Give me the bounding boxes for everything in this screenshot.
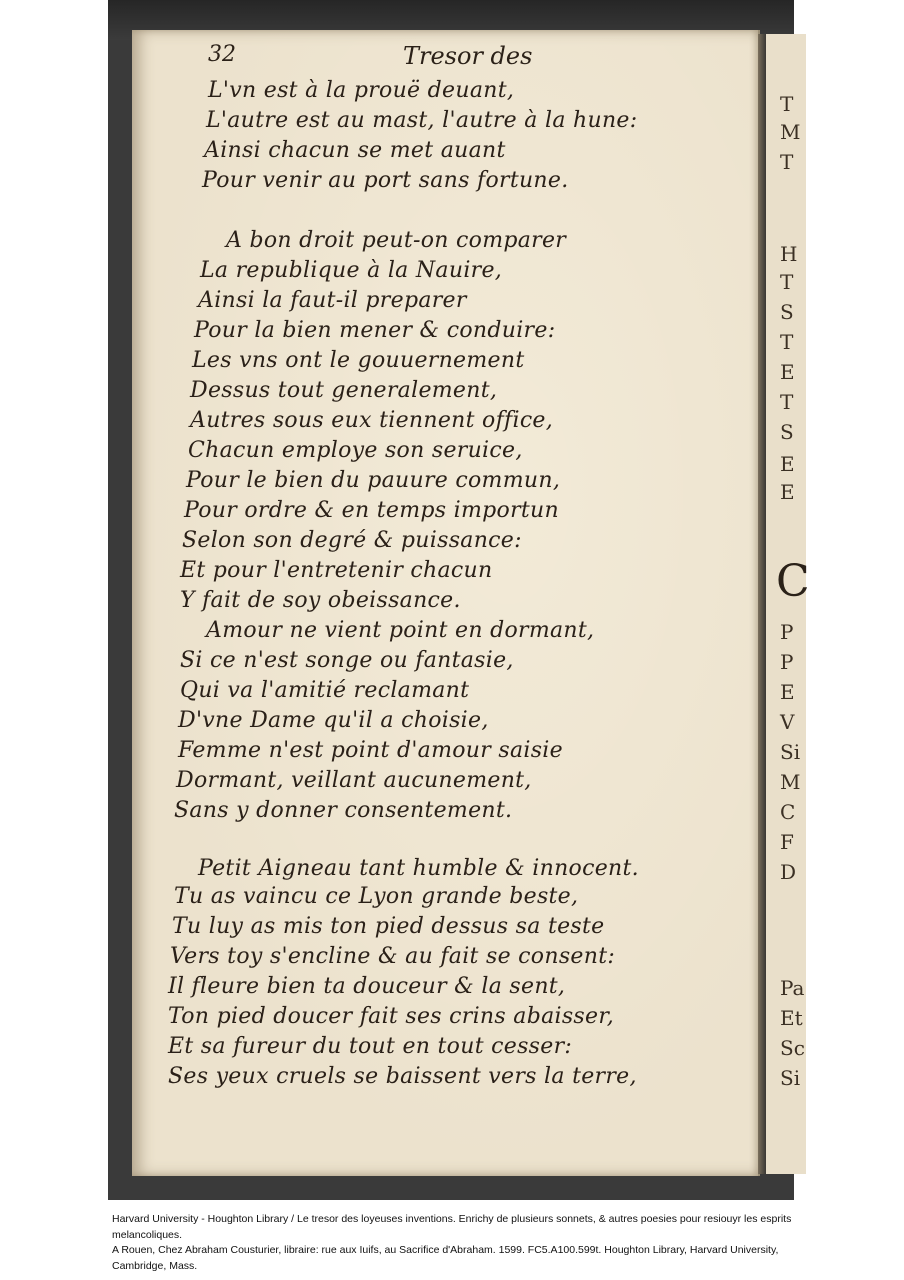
facing-page-letter: E [780, 480, 795, 504]
verse-line: Pour la bien mener & conduire: [194, 318, 556, 343]
facing-page-letter: T [780, 330, 794, 354]
facing-page-letter: Si [780, 740, 801, 764]
verse-line: Pour ordre & en temps importun [184, 498, 559, 523]
verse-line: Pour le bien du pauure commun, [186, 468, 561, 493]
verse-line: L'autre est au mast, l'autre à la hune: [206, 108, 638, 133]
verse-line: Dormant, veillant aucunement, [176, 768, 532, 793]
facing-page-capital: C [776, 556, 810, 607]
verse-line: Autres sous eux tiennent office, [190, 408, 554, 433]
verse-line: Sans y donner consentement. [174, 798, 513, 823]
facing-page-letter: C [780, 800, 796, 824]
facing-page-letter: M [780, 770, 801, 794]
running-head: Tresor des [403, 42, 533, 70]
poem-text [108, 0, 797, 1200]
verse-line: Pour venir au port sans fortune. [202, 168, 569, 193]
verse-line: Vers toy s'encline & au fait se consent: [170, 944, 616, 969]
verse-line: Ses yeux cruels se baissent vers la terre, [168, 1064, 637, 1089]
verse-line: Ainsi chacun se met auant [204, 138, 506, 163]
verse-line: L'vn est à la prouë deuant, [208, 78, 515, 103]
facing-page-letter: T [780, 270, 794, 294]
verse-line: Ainsi la faut-il preparer [198, 288, 467, 313]
facing-page-letter: Sc [780, 1036, 805, 1060]
verse-line: Y fait de soy obeissance. [180, 588, 461, 613]
verse-line: Chacun employe son seruice, [188, 438, 523, 463]
verse-line: Tu luy as mis ton pied dessus sa teste [172, 914, 605, 939]
facing-page-letter: Si [780, 1066, 801, 1090]
facing-page-letter: P [780, 650, 794, 674]
verse-line: Petit Aigneau tant humble & innocent. [198, 856, 639, 881]
verse-line: Et sa fureur du tout en tout cesser: [168, 1034, 573, 1059]
facing-page-letter: E [780, 680, 795, 704]
facing-page-letter: P [780, 620, 794, 644]
caption-line-2: A Rouen, Chez Abraham Cousturier, libraire: rue aux Iuifs, au Sacrifice d'Abraham. 1599. FC5.A100.599t. Houghton Library, Harvard University, Cambridge, Mass. [112, 1244, 779, 1272]
verse-line: Amour ne vient point en dormant, [206, 618, 595, 643]
verse-line: Qui va l'amitié reclamant [180, 678, 470, 703]
verse-line: Selon son degré & puissance: [182, 528, 522, 553]
facing-page-letter: T [780, 390, 794, 414]
verse-line: Ton pied doucer fait ses crins abaisser, [168, 1004, 615, 1029]
facing-page-letter: H [780, 242, 798, 266]
verse-line: Les vns ont le gouuernement [192, 348, 525, 373]
facing-page-letter: V [780, 710, 795, 734]
verse-line: A bon droit peut-on comparer [226, 228, 567, 253]
image-caption [112, 1212, 792, 1274]
verse-line: Si ce n'est songe ou fantasie, [180, 648, 514, 673]
facing-page-letter: T [780, 150, 794, 174]
verse-line: Dessus tout generalement, [190, 378, 498, 403]
facing-page-letter: Et [780, 1006, 803, 1030]
book-scan [108, 0, 810, 1200]
facing-page-letter: Pa [780, 976, 805, 1000]
verse-line: D'vne Dame qu'il a choisie, [178, 708, 489, 733]
caption-line-1: Harvard University - Houghton Library / Le tresor des loyeuses inventions. Enrichy de plusieurs sonnets, & autres poesies pour resiouyr les esprits melancoliques. [112, 1213, 792, 1241]
page-number: 32 [208, 42, 236, 67]
facing-page-letter: D [780, 860, 797, 884]
facing-page-letter: E [780, 452, 795, 476]
verse-line: Et pour l'entretenir chacun [180, 558, 493, 583]
verse-line: Tu as vaincu ce Lyon grande beste, [174, 884, 579, 909]
facing-page-letter: S [780, 420, 794, 444]
facing-page-letter: F [780, 830, 794, 854]
facing-page-letter: T [780, 92, 794, 116]
verse-line: Femme n'est point d'amour saisie [178, 738, 563, 763]
facing-page-letter: S [780, 300, 794, 324]
verse-line: La republique à la Nauire, [200, 258, 503, 283]
facing-page-letter: M [780, 120, 801, 144]
verse-line: Il fleure bien ta douceur & la sent, [168, 974, 566, 999]
facing-page-letter: E [780, 360, 795, 384]
